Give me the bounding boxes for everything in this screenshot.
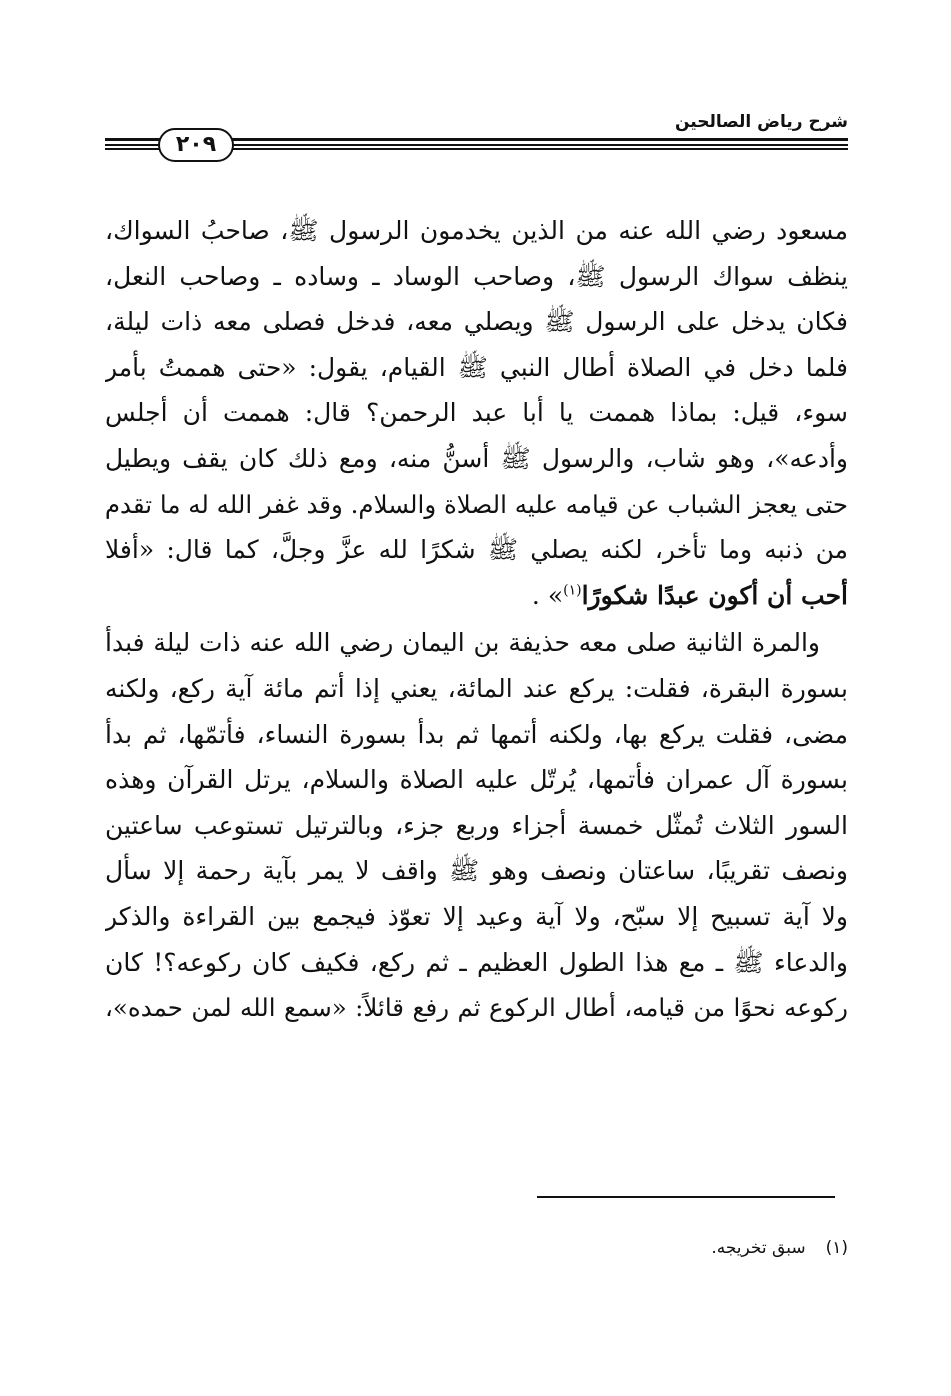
text-line: مضى، فقلت يركع بها، ولكنه أتمها ثم بدأ بسورة النساء، فأتمّها، ثم بدأ [105, 719, 848, 749]
text-line: من ذنبه وما تأخر، لكنه يصلي ﷺ شكرًا لله عزَّ وجلَّ، كما قال: «أفلا [105, 535, 848, 565]
text-line: بسورة آل عمران فأتمها، يُرتّل عليه الصلاة والسلام، يرتل القرآن وهذه [105, 765, 848, 795]
text-line: ونصف تقريبًا، ساعتان ونصف وهو ﷺ واقف لا يمر بآية رحمة إلا سأل [105, 856, 848, 886]
text-line: السور الثلاث تُمثّل خمسة أجزاء وربع جزء، وبالترتيل تستوعب ساعتين [105, 810, 848, 840]
paragraph [105, 620, 848, 1030]
text-line [105, 573, 848, 619]
hadith-quote: أحب أن أكون عبدًا شكورًا [581, 580, 848, 610]
footnote-separator [537, 1196, 835, 1198]
main-text [105, 208, 848, 1031]
text-line: وأدعه»، وهو شاب، والرسول ﷺ أسنُّ منه، ومع ذلك كان يقف ويطيل [105, 443, 848, 473]
page-number: ٢٠٩ [158, 128, 234, 162]
paragraph [105, 208, 848, 618]
running-header-title: شرح رياض الصالحين [674, 112, 848, 132]
text-line: ينظف سواك الرسول ﷺ، وصاحب الوساد ـ وساده ـ وصاحب النعل، [105, 261, 848, 291]
text-line: فلما دخل في الصلاة أطال النبي ﷺ القيام، يقول: «حتى هممتُ بأمر [105, 352, 848, 382]
text-line: سوء، قيل: بماذا هممت يا أبا عبد الرحمن؟ قال: هممت أن أجلس [105, 398, 848, 428]
text-line: حتى يعجز الشباب عن قيامه عليه الصلاة والسلام. وقد غفر الله له ما تقدم [105, 489, 848, 519]
footnote-text: سبق تخريجه. [711, 1238, 806, 1258]
text-line: والدعاء ﷺ ـ مع هذا الطول العظيم ـ ثم ركع، فكيف كان ركوعه؟! كان [105, 947, 848, 977]
text-line: بسورة البقرة، فقلت: يركع عند المائة، يعني إذا أتم مائة آية ركع، ولكنه [105, 673, 848, 703]
footnote-number: (١) [825, 1238, 848, 1258]
footnote [711, 1238, 848, 1258]
text-line: والمرة الثانية صلى معه حذيفة بن اليمان رضي الله عنه ذات ليلة فبدأ [105, 628, 820, 658]
text-line: فكان يدخل على الرسول ﷺ ويصلي معه، فدخل فصلى معه ذات ليلة، [105, 307, 848, 337]
text-line: مسعود رضي الله عنه من الذين يخدمون الرسول ﷺ، صاحبُ السواك، [105, 216, 848, 245]
text-line: ولا آية تسبيح إلا سبّح، ولا آية وعيد إلا تعوّذ فيجمع بين القراءة والذكر [105, 901, 848, 931]
quote-close: » . [531, 580, 564, 610]
text-line: ركوعه نحوًا من قيامه، أطال الركوع ثم رفع قائلاً: «سمع الله لمن حمده»، [105, 993, 848, 1023]
footnote-ref[interactable]: (١) [563, 582, 582, 599]
